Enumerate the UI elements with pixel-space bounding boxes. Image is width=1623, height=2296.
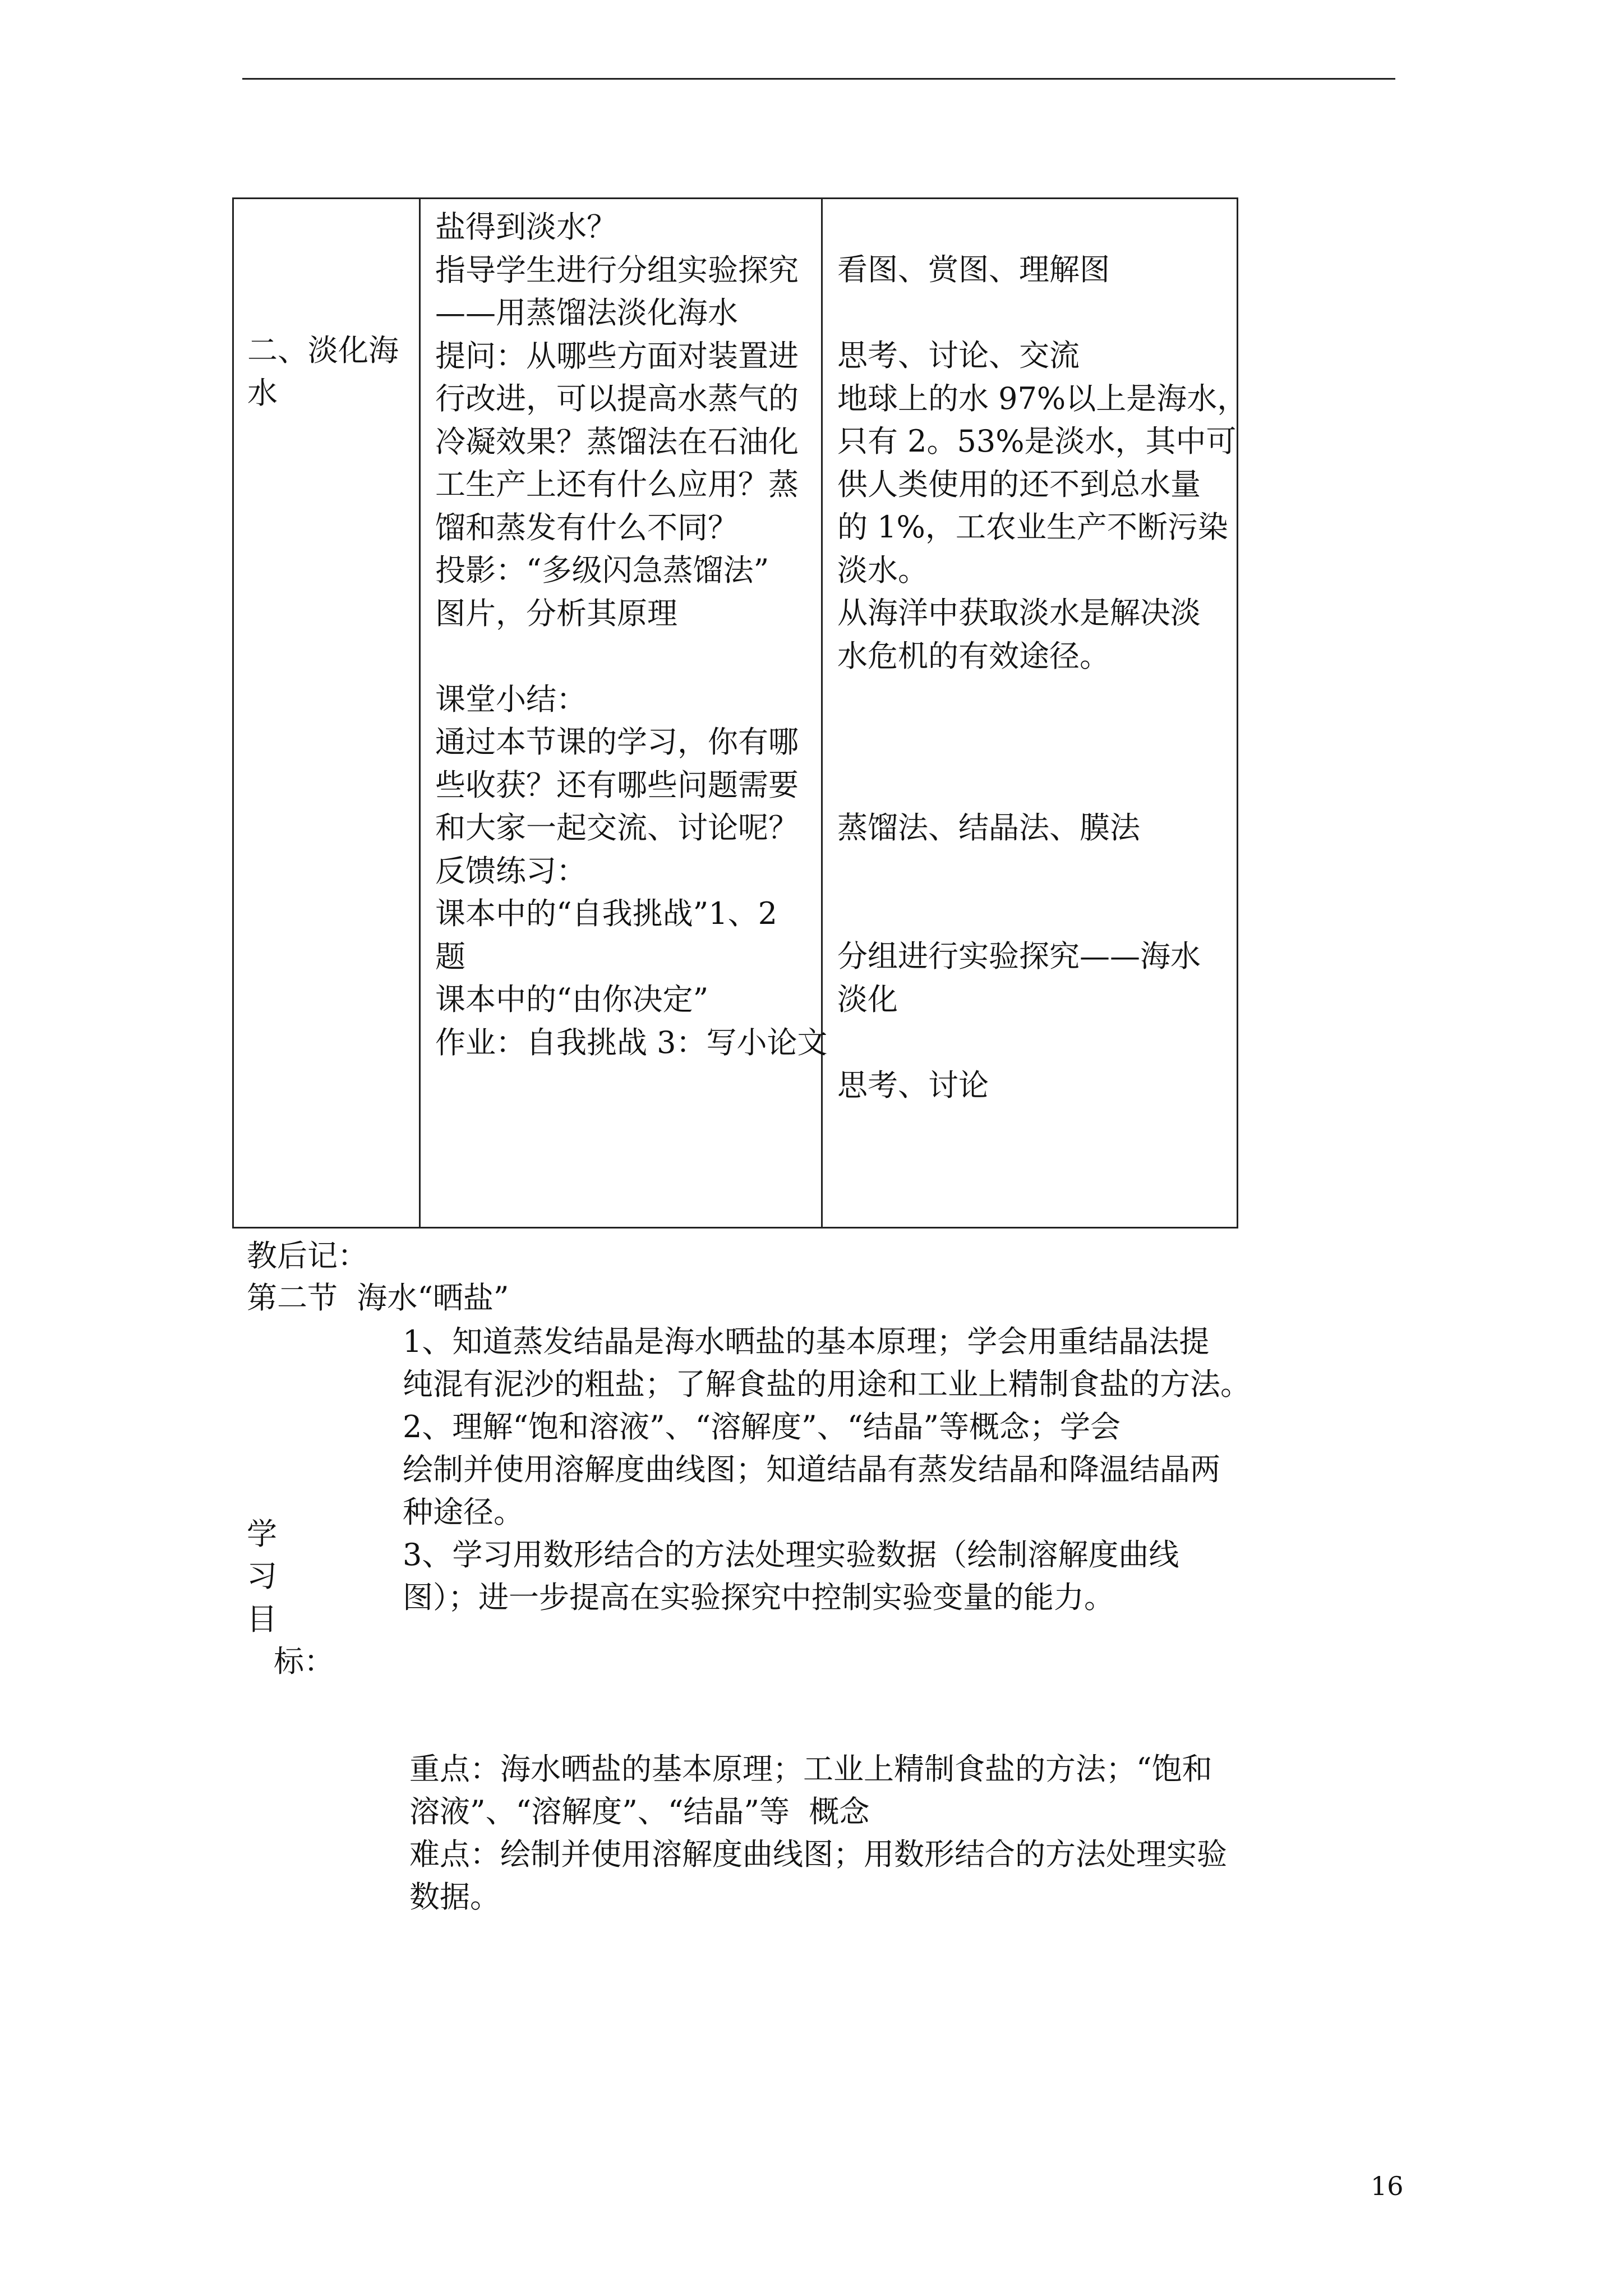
teacher-activity-line: 些收获？还有哪些问题需要 bbox=[435, 767, 799, 803]
student-activity-line: 水危机的有效途径。 bbox=[837, 638, 1110, 674]
objective-line: 1、知道蒸发结晶是海水晒盐的基本原理；学会用重结晶法提 bbox=[403, 1324, 1210, 1359]
lesson-plan-table bbox=[232, 197, 1248, 1228]
stage-text bbox=[247, 286, 419, 415]
table-row bbox=[233, 199, 1238, 1228]
objective-line: 图）；进一步提高在实验探究中控制实验变量的能力。 bbox=[403, 1580, 1114, 1615]
student-activity-line: 蒸馏法、结晶法、膜法 bbox=[837, 809, 1140, 845]
objectives-label-char: 习 bbox=[247, 1558, 277, 1594]
objective-line: 2、理解“饱和溶液”、“溶解度”、“结晶”等概念；学会 bbox=[403, 1409, 1121, 1444]
key-point-line: 数据。 bbox=[409, 1879, 500, 1915]
teacher-activity-line: 提问：从哪些方面对装置进 bbox=[435, 338, 799, 374]
student-activity-line: 淡水。 bbox=[837, 552, 928, 588]
teacher-activity-line: 冷凝效果？蒸馏法在石油化 bbox=[435, 424, 799, 459]
teacher-activity-line: 行改进，可以提高水蒸气的 bbox=[435, 381, 799, 416]
teacher-activity-line: 题 bbox=[435, 938, 465, 974]
teacher-activity-line: 通过本节课的学习，你有哪 bbox=[435, 724, 799, 760]
student-activity-line bbox=[837, 849, 1237, 892]
teacher-activity-cell bbox=[420, 199, 828, 1228]
teacher-activity-line: 和大家一起交流、讨论呢？ bbox=[435, 810, 799, 845]
student-activity-cell bbox=[822, 199, 1248, 1228]
stage-line: 水 bbox=[247, 375, 278, 411]
student-activity-text bbox=[837, 249, 1248, 1107]
teacher-activity-text bbox=[435, 206, 828, 1064]
section-title: 第二节 海水“晒盐” bbox=[247, 1280, 509, 1315]
student-activity-line bbox=[837, 892, 1237, 936]
student-activity-line: 淡化 bbox=[837, 981, 898, 1017]
student-activity-line: 只有 2。53%是淡水，其中可 bbox=[837, 424, 1237, 459]
teacher-activity-line: ——用蒸馏法淡化海水 bbox=[435, 295, 738, 330]
teacher-activity-line: 图片，分析其原理 bbox=[435, 595, 677, 631]
objective-line: 种途径。 bbox=[403, 1494, 524, 1530]
student-activity-line bbox=[837, 292, 1237, 335]
objective-line: 纯混有泥沙的粗盐；了解食盐的用途和工业上精制食盐的方法。 bbox=[403, 1366, 1251, 1402]
teacher-activity-line: 盐得到淡水？ bbox=[435, 209, 617, 245]
objectives-label-char: 标： bbox=[274, 1644, 334, 1679]
student-activity-line bbox=[837, 763, 1237, 807]
student-activity-line: 的 1%，工农业生产不断污染 bbox=[837, 509, 1228, 545]
student-activity-line bbox=[837, 1021, 1237, 1064]
stage-line bbox=[247, 286, 419, 329]
student-activity-line: 地球上的水 97%以上是海水， bbox=[837, 380, 1248, 416]
teacher-activity-line: 反馈练习： bbox=[435, 853, 587, 889]
after-class-note: 教后记： bbox=[247, 1238, 368, 1273]
student-activity-line: 分组进行实验探究——海水 bbox=[837, 938, 1201, 974]
page-number: 16 bbox=[1371, 2171, 1404, 2201]
student-activity-line bbox=[837, 721, 1237, 764]
teacher-activity-line: 投影：“多级闪急蒸馏法” bbox=[435, 553, 769, 588]
header-rule bbox=[242, 78, 1395, 80]
student-activity-line: 思考、讨论、交流 bbox=[837, 338, 1080, 373]
teacher-activity-line: 工生产上还有什么应用？蒸 bbox=[435, 467, 799, 502]
key-point-line: 溶液”、“溶解度”、“结晶”等 概念 bbox=[409, 1794, 870, 1829]
student-activity-line: 供人类使用的还不到总水量 bbox=[837, 466, 1201, 502]
student-activity-line: 从海洋中获取淡水是解决淡 bbox=[837, 595, 1201, 631]
objective-line: 绘制并使用溶解度曲线图；知道结晶有蒸发结晶和降温结晶两 bbox=[403, 1452, 1220, 1487]
teacher-activity-line: 课堂小结： bbox=[435, 681, 587, 717]
objectives-label-char: 目 bbox=[247, 1602, 277, 1637]
stage-cell bbox=[233, 199, 420, 1228]
teacher-activity-line: 课本中的“自我挑战”1、2 bbox=[435, 896, 777, 931]
student-activity-line: 看图、赏图、理解图 bbox=[837, 252, 1110, 287]
teacher-activity-line: 作业：自我挑战 3：写小论文 bbox=[435, 1024, 828, 1060]
teacher-activity-line: 指导学生进行分组实验探究 bbox=[435, 252, 799, 288]
teacher-activity-line bbox=[435, 635, 821, 678]
objectives-label-char: 学 bbox=[247, 1516, 277, 1552]
student-activity-line bbox=[837, 678, 1237, 721]
teacher-activity-line: 课本中的“由你决定” bbox=[435, 982, 709, 1017]
stage-line: 二、淡化海 bbox=[247, 332, 399, 368]
key-point-line: 重点：海水晒盐的基本原理；工业上精制食盐的方法；“饱和 bbox=[409, 1751, 1212, 1787]
student-activity-line: 思考、讨论 bbox=[837, 1067, 989, 1103]
teacher-activity-line: 馏和蒸发有什么不同？ bbox=[435, 509, 738, 545]
key-point-line: 难点：绘制并使用溶解度曲线图；用数形结合的方法处理实验 bbox=[409, 1837, 1227, 1872]
objective-line: 3、学习用数形结合的方法处理实验数据（绘制溶解度曲线 bbox=[403, 1537, 1179, 1572]
